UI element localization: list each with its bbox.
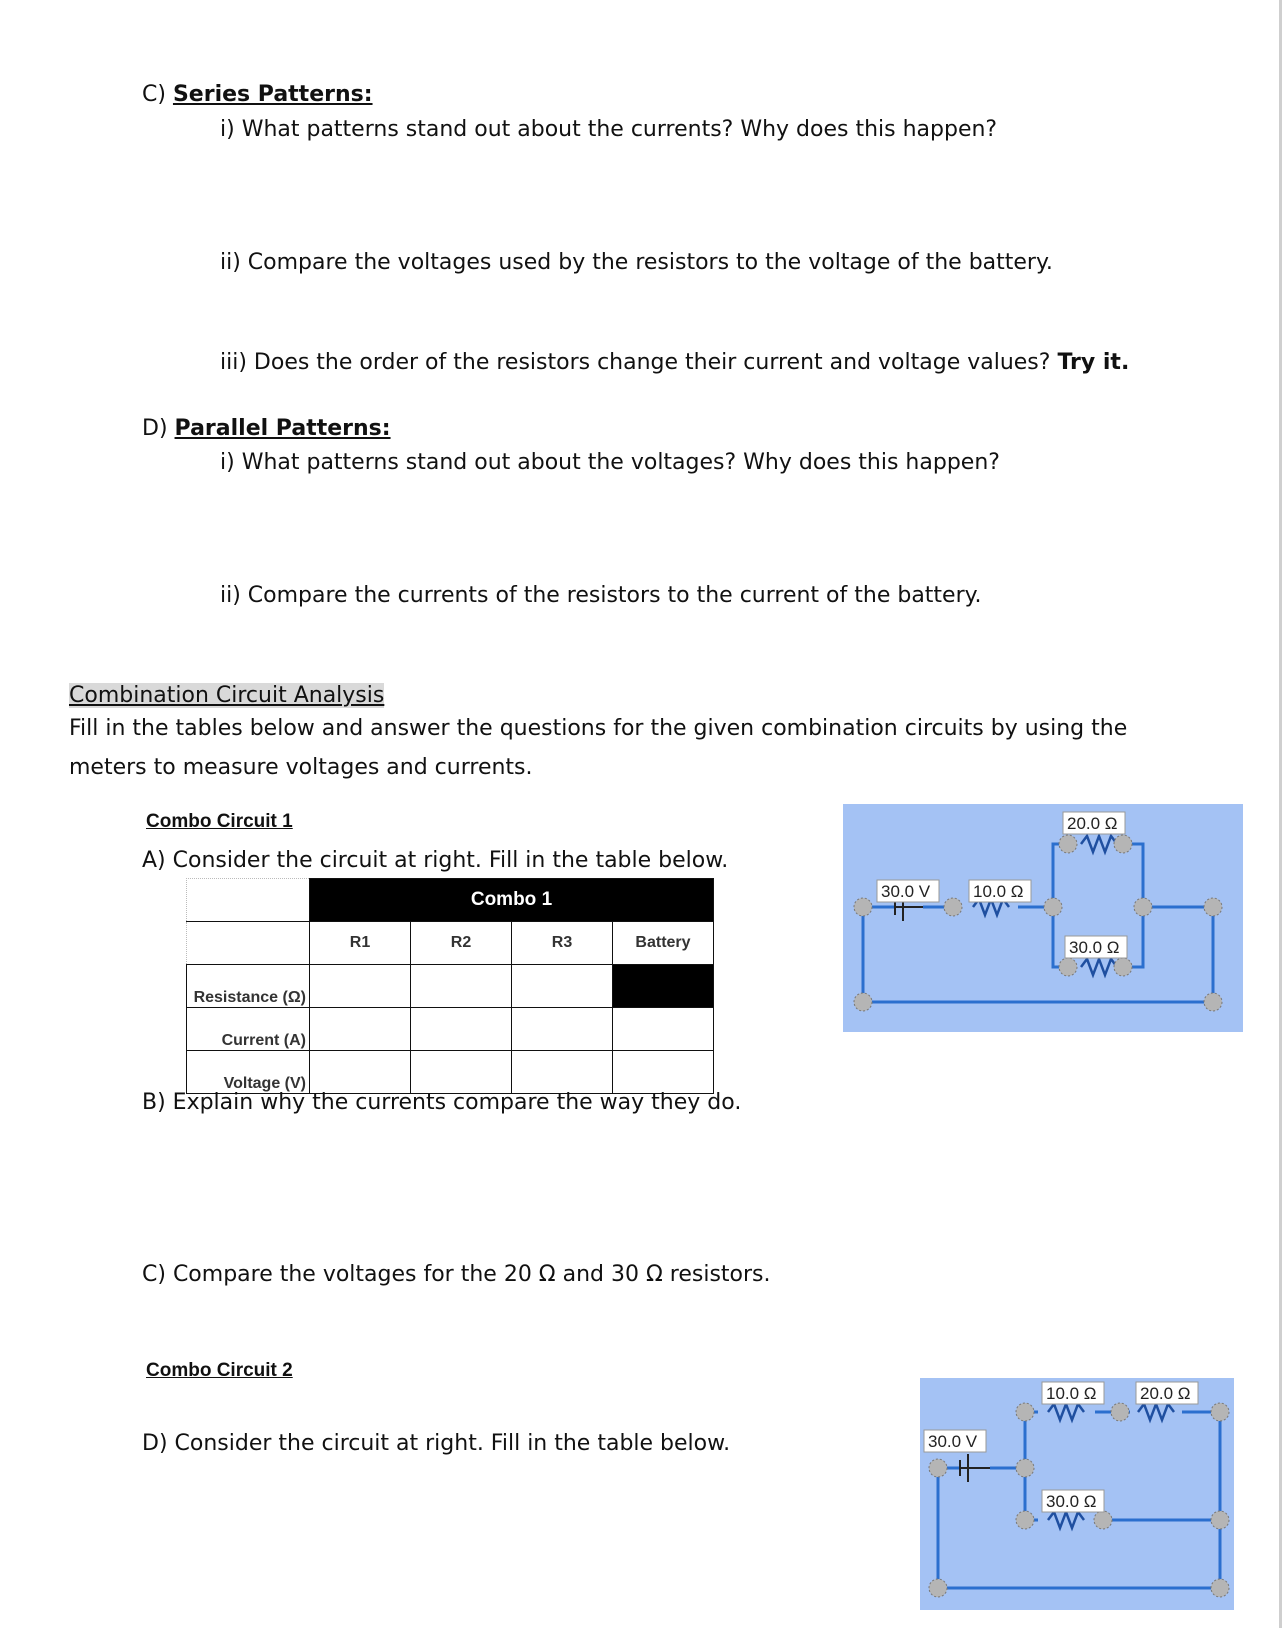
combo-question-d: D) Consider the circuit at right. Fill in the table below.	[142, 1431, 731, 1456]
series-question-2: ii) Compare the voltages used by the resistors to the voltage of the battery.	[220, 250, 1053, 275]
table-row-voltage-label: Voltage (V)	[187, 1051, 310, 1094]
combo-circuit-2-label: Combo Circuit 2	[146, 1360, 293, 1381]
table-col-battery: Battery	[613, 922, 714, 965]
table-cell-input[interactable]	[411, 1008, 512, 1051]
table-row-resistance-label: Resistance (Ω)	[187, 965, 310, 1008]
combo-question-b: B) Explain why the currents compare the way they do.	[142, 1090, 742, 1115]
resistor-label-r2: 20.0 Ω	[1067, 814, 1118, 833]
resistor-label-r1: 10.0 Ω	[973, 882, 1024, 901]
combo-question-a: A) Consider the circuit at right. Fill in the table below.	[142, 848, 729, 873]
table-corner-2	[187, 922, 310, 965]
parallel-heading-prefix: D)	[142, 416, 168, 441]
combo-1-table	[186, 878, 714, 1094]
table-cell-input[interactable]	[411, 965, 512, 1008]
table-cell-input[interactable]	[310, 965, 411, 1008]
table-cell-input[interactable]	[512, 1051, 613, 1094]
table-corner	[187, 879, 310, 922]
battery-label: 30.0 V	[928, 1432, 978, 1451]
battery-label: 30.0 V	[881, 882, 931, 901]
resistor-label-r3: 30.0 Ω	[1046, 1492, 1097, 1511]
combo-title: Combination Circuit Analysis	[69, 683, 385, 708]
series-heading-text: Series Patterns:	[172, 82, 373, 107]
table-title: Combo 1	[310, 879, 714, 922]
table-col-r3: R3	[512, 922, 613, 965]
combo-question-c: C) Compare the voltages for the 20 Ω and 30 Ω resistors.	[142, 1262, 771, 1287]
combo-intro-line-2: meters to measure voltages and currents.	[69, 755, 533, 780]
table-cell-input[interactable]	[613, 1008, 714, 1051]
combo-intro-line-1: Fill in the tables below and answer the questions for the given combination circuits by using the	[69, 716, 1128, 741]
table-cell-blocked	[613, 965, 714, 1008]
series-question-1: i) What patterns stand out about the currents? Why does this happen?	[220, 117, 998, 142]
table-cell-input[interactable]	[512, 965, 613, 1008]
table-cell-input[interactable]	[512, 1008, 613, 1051]
series-question-3-bold: Try it.	[1057, 350, 1130, 375]
parallel-question-1: i) What patterns stand out about the voltages? Why does this happen?	[220, 450, 1000, 475]
table-row-current-label: Current (A)	[187, 1008, 310, 1051]
combo-circuit-1-label: Combo Circuit 1	[146, 811, 293, 832]
series-question-3-text: iii) Does the order of the resistors change their current and voltage values?	[220, 350, 1051, 375]
resistor-label-r1: 10.0 Ω	[1046, 1384, 1097, 1403]
table-cell-input[interactable]	[310, 1051, 411, 1094]
combo-circuit-1-diagram	[843, 804, 1243, 1032]
table-col-r2: R2	[411, 922, 512, 965]
table-cell-input[interactable]	[310, 1008, 411, 1051]
series-heading-prefix: C)	[142, 82, 166, 107]
series-question-3	[220, 350, 1129, 375]
combo-circuit-2-diagram	[920, 1378, 1234, 1610]
parallel-heading-text: Parallel Patterns:	[174, 416, 391, 441]
parallel-question-2: ii) Compare the currents of the resistors to the current of the battery.	[220, 583, 982, 608]
series-heading	[142, 82, 373, 107]
resistor-label-r3: 30.0 Ω	[1069, 938, 1120, 957]
resistor-label-r2: 20.0 Ω	[1140, 1384, 1191, 1403]
table-cell-input[interactable]	[613, 1051, 714, 1094]
parallel-heading	[142, 416, 391, 441]
table-col-r1: R1	[310, 922, 411, 965]
table-cell-input[interactable]	[411, 1051, 512, 1094]
